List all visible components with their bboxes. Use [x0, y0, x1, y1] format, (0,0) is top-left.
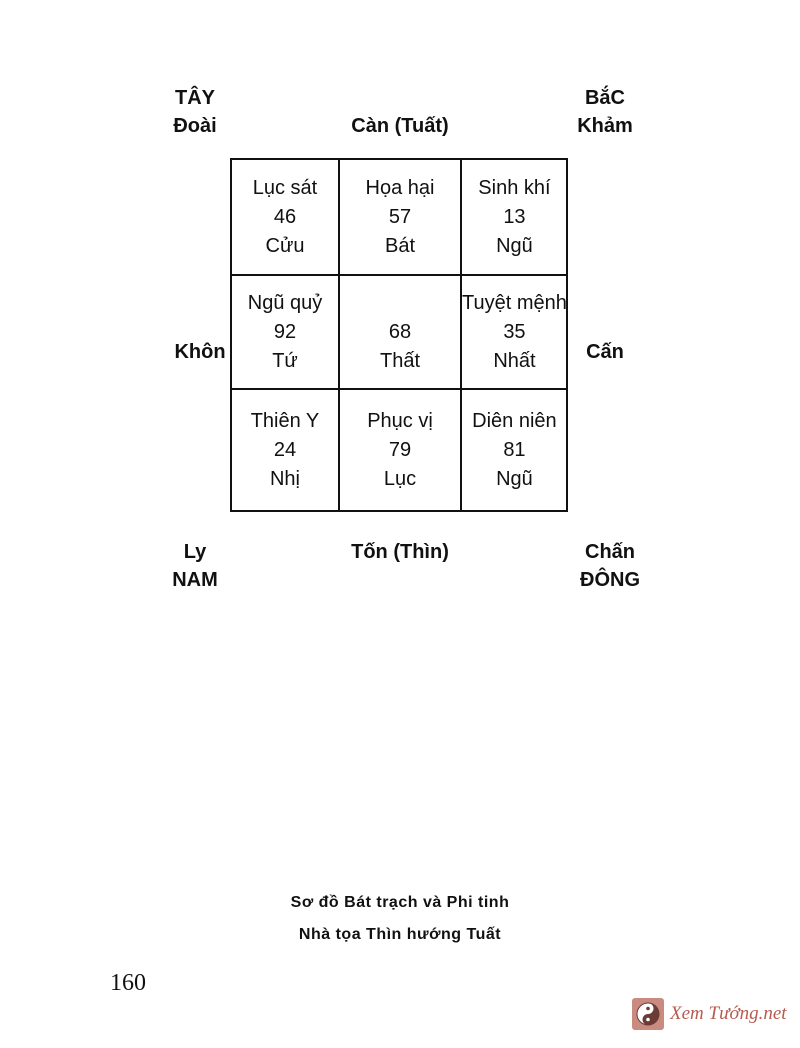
watermark-text: Xem Tướng.net: [670, 1003, 787, 1024]
direction-top-left-line1: TÂY: [175, 87, 215, 109]
cell-star: Lục: [383, 467, 417, 490]
direction-top-right: [555, 84, 655, 140]
direction-bottom-right-line2: ĐÔNG: [580, 569, 640, 591]
direction-top-right-line1: BắC: [584, 87, 625, 109]
grid-cell-top-left: [232, 160, 340, 276]
grid-cell-center: [340, 276, 462, 390]
direction-top-right-line2: Khảm: [577, 115, 633, 137]
direction-bottom-right: [555, 538, 665, 594]
cell-star: Cửu: [265, 234, 305, 257]
cell-star: Nhị: [269, 467, 300, 490]
grid-cell-top-center: [340, 160, 462, 276]
direction-bottom-right-line1: Chấn: [585, 541, 635, 563]
cell-number: 35: [503, 320, 526, 343]
cell-number: 68: [388, 320, 412, 343]
cell-star: Thất: [379, 349, 421, 372]
cell-star: Bát: [384, 234, 416, 257]
direction-middle-left: Khôn: [174, 341, 226, 363]
cell-star: Tứ: [272, 349, 298, 372]
yin-yang-icon: [632, 998, 664, 1030]
cell-name: Họa hại: [365, 176, 435, 199]
grid-cell-middle-left: [232, 276, 340, 390]
cell-name: Phục vị: [367, 409, 433, 432]
direction-bottom-left: [150, 538, 240, 594]
cell-number: 13: [503, 205, 526, 228]
cell-star: Nhất: [493, 349, 536, 372]
direction-top-left-line2: Đoài: [173, 115, 217, 137]
grid-cell-middle-right: [462, 276, 567, 390]
grid-cell-bottom-left: [232, 390, 340, 510]
watermark: [632, 996, 794, 1032]
cell-number: 92: [273, 320, 297, 343]
cell-name: Sinh khí: [478, 176, 551, 199]
grid-cell-top-right: [462, 160, 567, 276]
direction-bottom-center: Tốn (Thìn): [351, 541, 449, 563]
direction-top-center: Càn (Tuất): [351, 115, 449, 137]
page-number: 160: [110, 970, 146, 996]
caption-line-1: Sơ đồ Bát trạch và Phi tinh: [290, 894, 510, 911]
cell-number: 81: [503, 438, 526, 461]
cell-number: 24: [273, 438, 297, 461]
direction-bottom-left-line2: NAM: [172, 569, 218, 591]
direction-bottom-left-line1: Ly: [183, 541, 207, 563]
cell-name: Tuyệt mệnh: [462, 291, 567, 314]
cell-name: Lục sát: [252, 176, 318, 199]
direction-middle-right: Cấn: [586, 341, 624, 363]
caption-line-2: Nhà tọa Thìn hướng Tuất: [298, 926, 502, 943]
cell-star: Ngũ: [496, 234, 533, 257]
cell-number: 57: [388, 205, 412, 228]
cell-number: 46: [273, 205, 297, 228]
grid-cell-bottom-right: [462, 390, 567, 510]
bat-trach-grid: [230, 158, 568, 512]
cell-number: 79: [388, 438, 412, 461]
cell-name: Diên niên: [472, 409, 557, 432]
cell-name: Thiên Y: [250, 409, 320, 432]
cell-name: Ngũ quỷ: [247, 291, 323, 314]
direction-top-left: [150, 84, 240, 140]
cell-star: Ngũ: [496, 467, 533, 490]
grid-cell-bottom-center: [340, 390, 462, 510]
cell-name: [397, 289, 403, 318]
